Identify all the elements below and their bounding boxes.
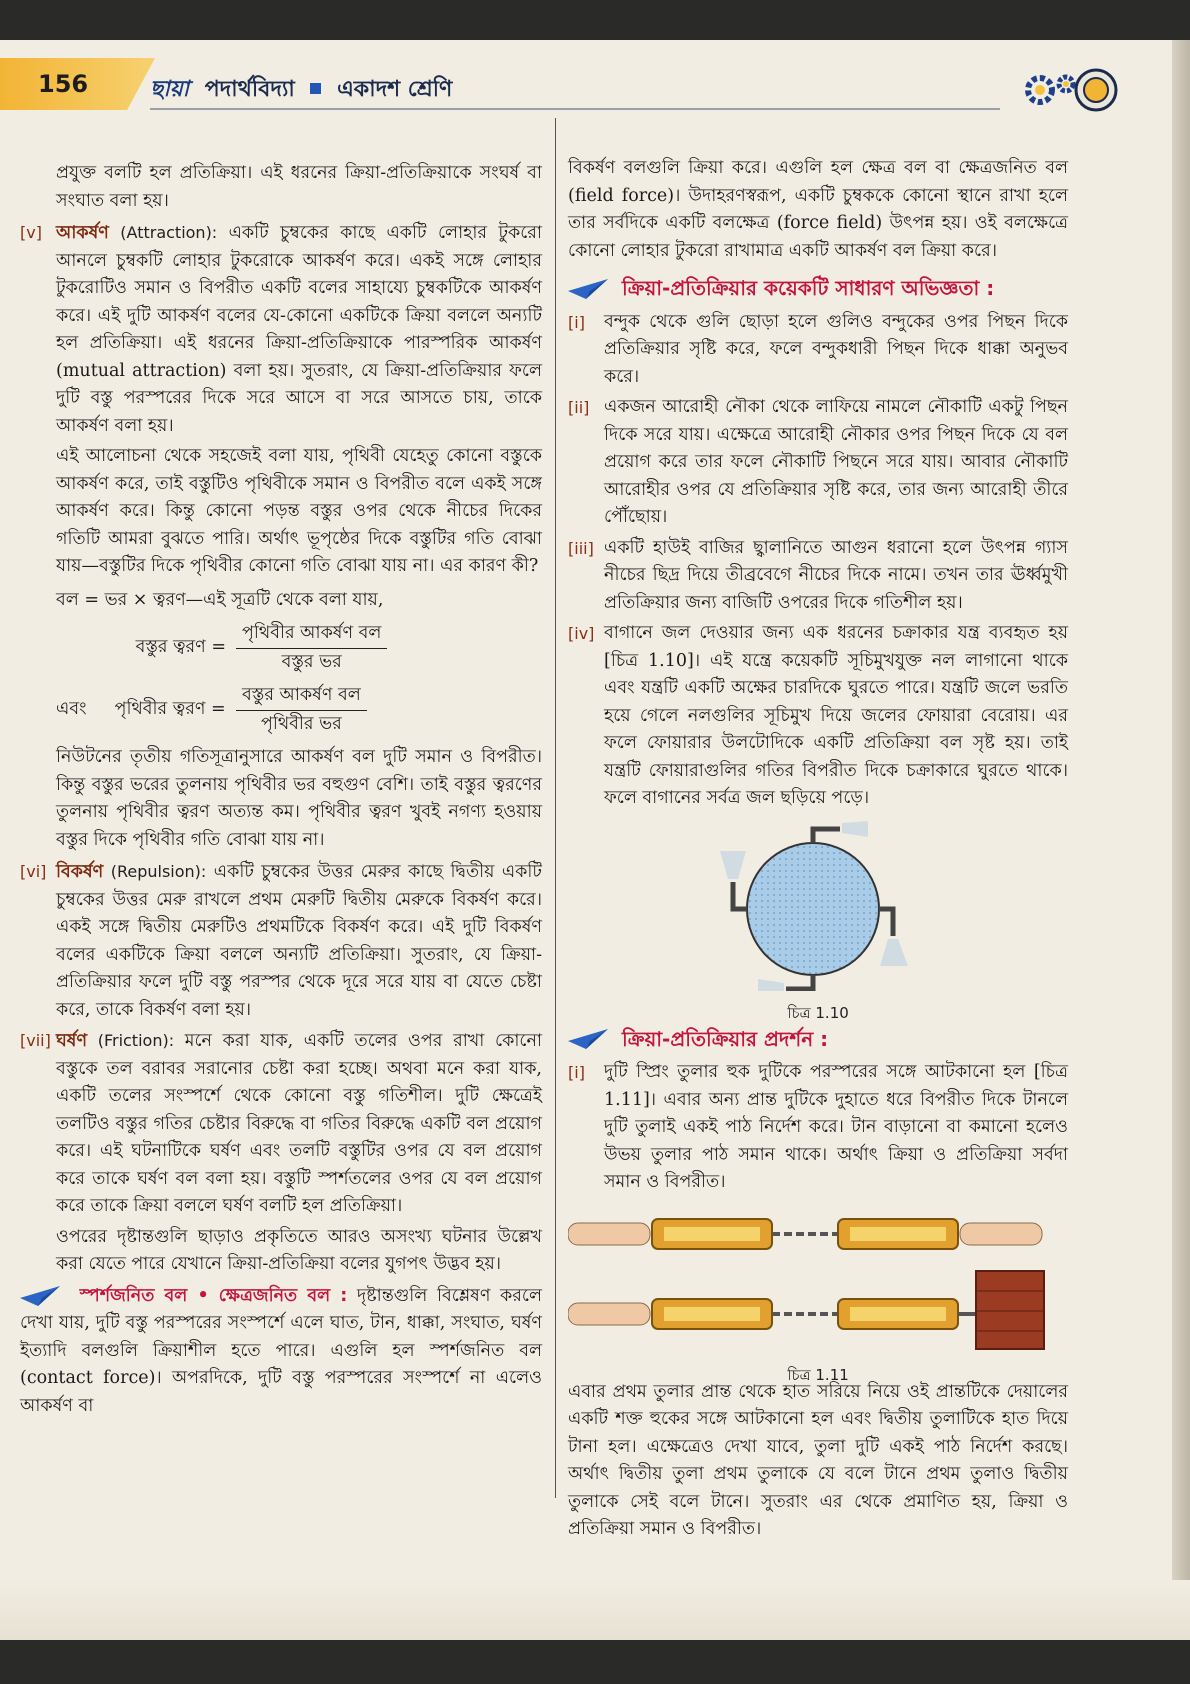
item-text: মনে করা যাক, একটি তলের ওপর রাখা কোনো বস্তুকে তল বরাবর সরানোর চেষ্টা করা হচ্ছে। অথবা মনে করা যাক, একটি তলের সংস্পর্শে থেকে কোনো বস্তু গতিশীল। দুটি ক্ষেত্রেই তলটিও বস্তুর গতির চেষ্টার বিরুদ্ধে বা গতির বিরুদ্ধে একটি বল প্রয়োগ করে। এই ঘটনাটিকে ঘর্ষণ এবং তলটি বস্তুটির ওপর যে বল প্রয়োগ করে তাকে ঘর্ষণ বল বলা হয়। বস্তুটি স্পর্শতলের ওপর যে বল প্রয়োগ করে তাকে ক্রিয়া বললে ঘর্ষণ বলটি হল প্রতিক্রিয়া।	[56, 1031, 542, 1216]
list-item	[568, 620, 1068, 813]
list-item-friction	[20, 1027, 542, 1221]
item-body	[56, 858, 542, 1024]
paragraph: ওপরের দৃষ্টান্তগুলি ছাড়াও প্রকৃতিতে আরও অসংখ্য ঘটনার উল্লেখ করা যেতে পারে যেখানে ক্রিয়া-প্রতিক্রিয়া বলের যুগপৎ উদ্ভব হয়।	[56, 1226, 542, 1274]
formula-block	[56, 587, 542, 739]
square-bullet-icon	[310, 83, 321, 94]
figure-caption: চিত্র 1.10	[787, 1004, 849, 1022]
item-text: একটি হাউই বাজির ছ্বালানিতে আগুন ধরানো হলে উৎপন্ন গ্যাস নীচের ছিদ্র দিয়ে তীব্রবেগে নীচের দিকে নামে। তখন তার ঊর্ধ্বমুখী প্রতিক্রিয়ার জন্য বাজিটি ওপরের দিকে গতিশীল হয়।	[604, 537, 1068, 613]
item-marker: [vi]	[20, 862, 47, 881]
item-text: বন্দুক থেকে গুলি ছোড়া হলে গুলিও বন্দুকের ওপর পিছন দিকে প্রতিক্রিয়ার সৃষ্টি করে, ফলে বন্দুকধারী পিছন দিকে ধাক্কা অনুভব করে।	[604, 311, 1068, 387]
figure-spring-balances	[568, 1205, 1068, 1384]
section-header	[568, 1026, 1068, 1054]
contact-force-paragraph	[20, 1283, 542, 1421]
item-marker: [i]	[568, 1063, 585, 1082]
list-item	[568, 394, 1068, 532]
section-header	[568, 275, 1068, 303]
item-marker: [iv]	[568, 624, 595, 643]
column-divider	[555, 118, 556, 1498]
page-number: 156	[38, 70, 89, 98]
item-text: একটি চুম্বকের কাছে একটি লোহার টুকরো আনলে চুম্বকটি লোহার টুকরোকে আকর্ষণ করে। একই সঙ্গে লোহার টুকরোটিও সমান ও বিপরীত একটি বলের সাহায্যে চুম্বকটিকে আকর্ষণ করে। এই দুটি আকর্ষণ বলের যে-কোনো একটিকে ক্রিয়া বললে অন্যটি হল প্রতিক্রিয়া। এই ধরনের ক্রিয়া-প্রতিক্রিয়াকে পারস্পরিক আকর্ষণ (mutual attraction) বলা হয়। সুতরাং, যে ক্রিয়া-প্রতিক্রিয়ার ফলে দুটি বস্তু পরস্পরের দিকে সরে আসে বা সরে আসতে চায়, তাকে আকর্ষণ বলা হয়।	[56, 223, 542, 436]
page-header	[0, 58, 1190, 118]
item-text: বাগানে জল দেওয়ার জন্য এক ধরনের চক্রাকার যন্ত্র ব্যবহৃত হয় [চিত্র 1.10]। এই যন্ত্রে কয়েকটি সূচিমুখযুক্ত নল লাগানো থাকে এবং যন্ত্রটি একটি অক্ষের চারদিকে ঘুরতে পারে। যন্ত্রটি জলে ভরতি হয়ে গেলে নলগুলির সূচিমুখ দিয়ে জলের ফোয়ারা বেরোয়। এর ফলে ফোয়ারার উলটোদিকে একটি প্রতিক্রিয়া বল সৃষ্ট হয়। তাই যন্ত্রটি ফোয়ারাগুলির গতির বিপরীত দিকে চক্রাকারে ঘুরতে থাকে। ফলে বাগানের সর্বত্র জল ছড়িয়ে পড়ে।	[604, 623, 1068, 808]
denominator: বস্তুর ভর	[281, 651, 342, 672]
book-spine-edge	[1172, 40, 1190, 1640]
page-shadow	[0, 1580, 1190, 1640]
section-heading: স্পর্শজনিত বল • ক্ষেত্রজনিত বল :	[79, 1285, 348, 1306]
brand-logo: ছায়া	[150, 77, 190, 102]
section-text: দৃষ্টান্তগুলি বিশ্লেষণ করলে দেখা যায়, দুটি বস্তু পরস্পরের সংস্পর্শে এলে ঘাত, টান, ধাক্কা, সংঘাত, ঘর্ষণ ইত্যাদি বলগুলি ক্রিয়াশীল হতে পারে। এগুলি হল স্পর্শজনিত বল (contact force)। অপরদিকে, দুটি বস্তু পরস্পরের সংস্পর্শে না এলেও আকর্ষণ বা	[20, 1285, 542, 1416]
item-marker: [ii]	[568, 398, 590, 417]
paper-plane-icon	[20, 1286, 60, 1306]
section-title: ক্রিয়া-প্রতিক্রিয়ার প্রদর্শন :	[622, 1026, 829, 1051]
gears-icon	[1022, 62, 1122, 118]
left-column	[20, 160, 542, 1424]
sprinkler-diagram	[568, 821, 1068, 991]
formula-intro: বল = ভর × ত্বরণ—এই সূত্রটি থেকে বলা যায়,	[56, 589, 384, 610]
formula-earth-acceleration	[56, 682, 542, 738]
item-marker: [iii]	[568, 538, 594, 558]
list-item	[568, 309, 1068, 392]
paragraph: এবার প্রথম তুলার প্রান্ত থেকে হাত সরিয়ে নিয়ে ওই প্রান্তটিকে দেয়ালের একটি শক্ত হুকের সঙ্গে আটকানো হল এবং দ্বিতীয় তুলাটিকে হাত দিয়ে টানা হল। এক্ষেত্রেও দেখা যাবে, তুলা দুটি একই পাঠ নির্দেশ করছে। অর্থাৎ দ্বিতীয় তুলা প্রথম তুলাকে যে বলে টানে প্রথম তুলাও দ্বিতীয় তুলাকে সেই বলে টানে। সুতরাং এর থেকে প্রমাণিত হয়, ক্রিয়া ও প্রতিক্রিয়া সমান ও বিপরীত।	[568, 1381, 1068, 1539]
item-body	[56, 1027, 542, 1221]
fraction	[236, 620, 387, 676]
list-item-attraction	[20, 219, 542, 440]
subject-label: পদার্থবিদ্যা	[204, 77, 295, 102]
book-title	[150, 72, 452, 109]
header-rule	[150, 108, 1000, 110]
term-english: (Attraction):	[120, 223, 218, 242]
item-text: দুটি স্প্রিং তুলার হুক দুটিকে পরস্পরের সঙ্গে আটকানো হল [চিত্র 1.11]। এবার অন্য প্রান্ত দুটিকে দুহাতে ধরে বিপরীত দিকে টানলে দুটি তুলাই একই পাঠ নির্দেশ করে। টান বাড়ানো বা কমানো হলেও উভয় তুলার পাঠ সমান থাকে। অর্থাৎ ক্রিয়া ও প্রতিক্রিয়া সর্বদা সমান ও বিপরীত।	[604, 1062, 1068, 1192]
item-marker: [i]	[568, 312, 585, 332]
right-column	[568, 155, 1068, 1548]
item-marker: [vii]	[20, 1031, 51, 1050]
spring-balance-diagram	[568, 1205, 1068, 1353]
formula-and: এবং	[56, 699, 87, 720]
figure-sprinkler	[568, 821, 1068, 1022]
figure-caption: চিত্র 1.11	[787, 1366, 849, 1384]
formula-lhs: বস্তুর ত্বরণ =	[135, 637, 226, 658]
term-heading: আকর্ষণ	[56, 223, 109, 243]
list-item-repulsion	[20, 858, 542, 1024]
term-heading: ঘর্ষণ	[56, 1031, 88, 1051]
paper-plane-icon	[568, 278, 608, 300]
term-english: (Friction):	[97, 1031, 175, 1050]
item-text: একটি চুম্বকের উত্তর মেরুর কাছে দ্বিতীয় একটি চুম্বকের উত্তর মেরু রাখলে প্রথম মেরুটি দ্বিতীয় মেরুকে বিকর্ষণ করে। একই সঙ্গে দ্বিতীয় মেরুটিও প্রথমটিকে বিকর্ষণ করে। এই দুটি বিকর্ষণ বলের একটিকে ক্রিয়া বললে অন্যটি প্রতিক্রিয়া। সুতরাং, যে ক্রিয়া-প্রতিক্রিয়ার ফলে দুটি বস্তু পরস্পর থেকে দূরে সরে যায় বা যেতে চেষ্টা করে, তাকে বিকর্ষণ বলা হয়।	[56, 862, 542, 1020]
class-label: একাদশ শ্রেণি	[337, 77, 453, 102]
paragraph: প্রযুক্ত বলটি হল প্রতিক্রিয়া। এই ধরনের ক্রিয়া-প্রতিক্রিয়াকে সংঘর্ষ বা সংঘাত বলা হয়।	[56, 163, 542, 211]
item-body	[56, 219, 542, 440]
term-heading: বিকর্ষণ	[56, 862, 104, 882]
term-english: (Repulsion):	[110, 862, 207, 881]
paper-plane-icon	[568, 1028, 608, 1050]
paragraph: বিকর্ষণ বলগুলি ক্রিয়া করে। এগুলি হল ক্ষেত্র বল বা ক্ষেত্রজনিত বল (field force)। উদাহরণস্বরূপ, একটি চুম্বককে কোনো স্থানে রাখা হলে তার সর্বদিকে একটি বলক্ষেত্র (force field) উৎপন্ন হয়। ওই বলক্ষেত্রে কোনো লোহার টুকরো রাখামাত্র একটি আকর্ষণ বল ক্রিয়া করে।	[568, 158, 1068, 261]
numerator: বস্তুর আকর্ষণ বল	[236, 682, 367, 711]
list-item	[568, 1059, 1068, 1197]
fraction	[236, 682, 367, 738]
paragraph: নিউটনের তৃতীয় গতিসূত্রানুসারে আকর্ষণ বল দুটি সমান ও বিপরীত। কিন্তু বস্তুর ভরের তুলনায় পৃথিবীর ভর বহুগুণ বেশি। তাই বস্তুর ত্বরণের তুলনায় পৃথিবীর ত্বরণ অত্যন্ত কম। পৃথিবীর ত্বরণ খুবই নগণ্য হওয়ায় বস্তুর দিকে পৃথিবীর গতি বোঝা যায় না।	[56, 747, 542, 850]
list-item	[568, 535, 1068, 618]
formula-lhs-text: পৃথিবীর ত্বরণ =	[114, 699, 226, 720]
paragraph: এই আলোচনা থেকে সহজেই বলা যায়, পৃথিবী যেহেতু কোনো বস্তুকে আকর্ষণ করে, তাই বস্তুটিও পৃথিবীকে সমান ও বিপরীত বলে একই সঙ্গে আকর্ষণ করে। কিন্তু কোনো পড়ন্ত বস্তুর ওপর থেকে নীচের দিকের গতিটি আমরা বুঝতে পারি। অর্থাৎ ভূপৃষ্ঠের দিকে বস্তুটির গতি বোঝা যায়—বস্তুটির দিকে পৃথিবীর কোনো গতি বোঝা যায় না। এর কারণ কী?	[56, 446, 542, 576]
denominator: পৃথিবীর ভর	[260, 713, 342, 734]
formula-lhs	[56, 696, 226, 724]
formula-object-acceleration	[56, 620, 542, 676]
section-title: ক্রিয়া-প্রতিক্রিয়ার কয়েকটি সাধারণ অভিজ্ঞতা :	[622, 276, 995, 300]
item-text: একজন আরোহী নৌকা থেকে লাফিয়ে নামলে নৌকাটি একটু পিছন দিকে সরে যায়। এক্ষেত্রে আরোহী নৌকার ওপর পিছন দিকে যে বল প্রয়োগ করে তার ফলে নৌকাটি পিছনে সরে যায়। আবার নৌকাটি আরোহীর ওপর যে প্রতিক্রিয়ার সৃষ্টি করে, তার জন্য আরোহী তীরে পৌঁছোয়।	[604, 397, 1068, 527]
numerator: পৃথিবীর আকর্ষণ বল	[236, 620, 387, 649]
item-marker: [v]	[20, 223, 42, 242]
